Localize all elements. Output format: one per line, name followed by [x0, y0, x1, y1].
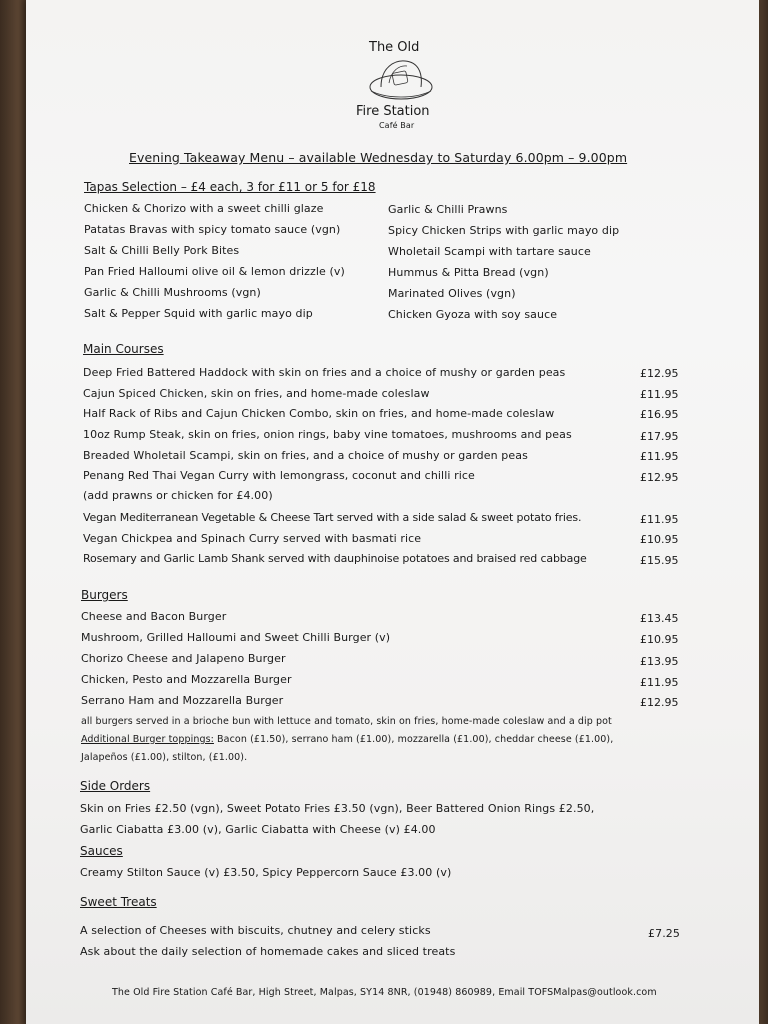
- menu-item-price: £15.95: [640, 554, 679, 567]
- menu-item-price: £11.95: [640, 676, 679, 689]
- sides-line: Garlic Ciabatta £3.00 (v), Garlic Ciabatta with Cheese (v) £4.00: [80, 823, 436, 836]
- menu-item-name: 10oz Rump Steak, skin on fries, onion rings, baby vine tomatoes, mushrooms and peas: [83, 428, 572, 441]
- menu-item-price: £11.95: [640, 450, 679, 463]
- menu-item-name: Deep Fried Battered Haddock with skin on fries and a choice of mushy or garden peas: [83, 366, 566, 379]
- tapas-item: Wholetail Scampi with tartare sauce: [388, 245, 591, 258]
- burgers-note: all burgers served in a brioche bun with lettuce and tomato, skin on fries, home-made coleslaw and a dip pot: [81, 716, 612, 727]
- menu-sheet: [26, 0, 759, 1024]
- brand-name-bottom: Fire Station: [356, 104, 430, 119]
- menu-item-name: Serrano Ham and Mozzarella Burger: [81, 694, 284, 707]
- tapas-item: Garlic & Chilli Prawns: [388, 203, 508, 216]
- tapas-item: Marinated Olives (vgn): [388, 287, 516, 300]
- sauces-heading: Sauces: [80, 844, 123, 858]
- tapas-item: Pan Fried Halloumi olive oil & lemon drizzle (v): [84, 265, 345, 278]
- fire-helmet-icon: [367, 57, 437, 103]
- burger-toppings: [81, 734, 613, 745]
- sides-heading: Side Orders: [80, 779, 151, 793]
- menu-item-price: £12.95: [640, 696, 679, 709]
- menu-item-price: £11.95: [640, 513, 679, 526]
- tapas-item: Garlic & Chilli Mushrooms (vgn): [84, 286, 261, 299]
- tapas-item: Chicken Gyoza with soy sauce: [388, 308, 558, 321]
- menu-item-price: £13.95: [640, 655, 679, 668]
- toppings-list-continued: Jalapeños (£1.00), stilton, (£1.00).: [81, 752, 248, 763]
- menu-item-name: Cajun Spiced Chicken, skin on fries, and home-made coleslaw: [83, 387, 430, 400]
- menu-item-price: £13.45: [640, 612, 679, 625]
- menu-item-name: Chicken, Pesto and Mozzarella Burger: [81, 673, 292, 686]
- menu-item-price: £10.95: [640, 533, 679, 546]
- brand-name-top: The Old: [369, 40, 420, 55]
- menu-item-price: £16.95: [640, 408, 679, 421]
- toppings-label: Additional Burger toppings:: [81, 734, 214, 745]
- menu-item-price: £12.95: [640, 471, 679, 484]
- menu-item-price: £10.95: [640, 633, 679, 646]
- menu-item-price: £12.95: [640, 367, 679, 380]
- footer-contact: The Old Fire Station Café Bar, High Street, Malpas, SY14 8NR, (01948) 860989, Email TOFSMalpas@outlook.com: [112, 987, 657, 998]
- tapas-item: Salt & Pepper Squid with garlic mayo dip: [84, 307, 313, 320]
- menu-item-name: Chorizo Cheese and Jalapeno Burger: [81, 652, 286, 665]
- mains-heading: Main Courses: [83, 342, 164, 356]
- menu-item-price: £11.95: [640, 388, 679, 401]
- menu-item-name: Cheese and Bacon Burger: [81, 610, 227, 623]
- menu-item-name: Vegan Chickpea and Spinach Curry served with basmati rice: [83, 532, 422, 545]
- sides-line: Skin on Fries £2.50 (vgn), Sweet Potato Fries £3.50 (vgn), Beer Battered Onion Rings £2.50,: [80, 802, 595, 815]
- menu-item-name: A selection of Cheeses with biscuits, chutney and celery sticks: [80, 924, 431, 937]
- tapas-heading: Tapas Selection – £4 each, 3 for £11 or 5 for £18: [84, 180, 376, 194]
- menu-item-name: Vegan Mediterranean Vegetable & Cheese Tart served with a side salad & sweet potato fries.: [83, 511, 582, 524]
- toppings-list: Bacon (£1.50), serrano ham (£1.00), mozzarella (£1.00), cheddar cheese (£1.00),: [213, 734, 614, 745]
- menu-item-name: Penang Red Thai Vegan Curry with lemongrass, coconut and chilli rice: [83, 469, 475, 482]
- menu-item-name: Mushroom, Grilled Halloumi and Sweet Chilli Burger (v): [81, 631, 391, 644]
- menu-item-name: Rosemary and Garlic Lamb Shank served with dauphinoise potatoes and braised red cabbage: [83, 552, 587, 565]
- menu-title: Evening Takeaway Menu – available Wednesday to Saturday 6.00pm – 9.00pm: [129, 150, 628, 165]
- tapas-item: Patatas Bravas with spicy tomato sauce (vgn): [84, 223, 341, 236]
- menu-item-note: (add prawns or chicken for £4.00): [83, 489, 273, 502]
- burgers-heading: Burgers: [81, 588, 128, 602]
- brand-subtitle: Café Bar: [379, 121, 415, 130]
- sweets-line: Ask about the daily selection of homemade cakes and sliced treats: [80, 945, 456, 958]
- menu-item-name: Breaded Wholetail Scampi, skin on fries, and a choice of mushy or garden peas: [83, 449, 528, 462]
- menu-item-price: £17.95: [640, 430, 679, 443]
- tapas-item: Chicken & Chorizo with a sweet chilli glaze: [84, 202, 324, 215]
- tapas-item: Salt & Chilli Belly Pork Bites: [84, 244, 240, 257]
- menu-item-price: £7.25: [648, 927, 680, 940]
- sweets-heading: Sweet Treats: [80, 895, 157, 909]
- menu-item-name: Half Rack of Ribs and Cajun Chicken Combo, skin on fries, and home-made coleslaw: [83, 407, 555, 420]
- tapas-item: Hummus & Pitta Bread (vgn): [388, 266, 549, 279]
- sauces-line: Creamy Stilton Sauce (v) £3.50, Spicy Peppercorn Sauce £3.00 (v): [80, 866, 452, 879]
- tapas-item: Spicy Chicken Strips with garlic mayo dip: [388, 224, 620, 237]
